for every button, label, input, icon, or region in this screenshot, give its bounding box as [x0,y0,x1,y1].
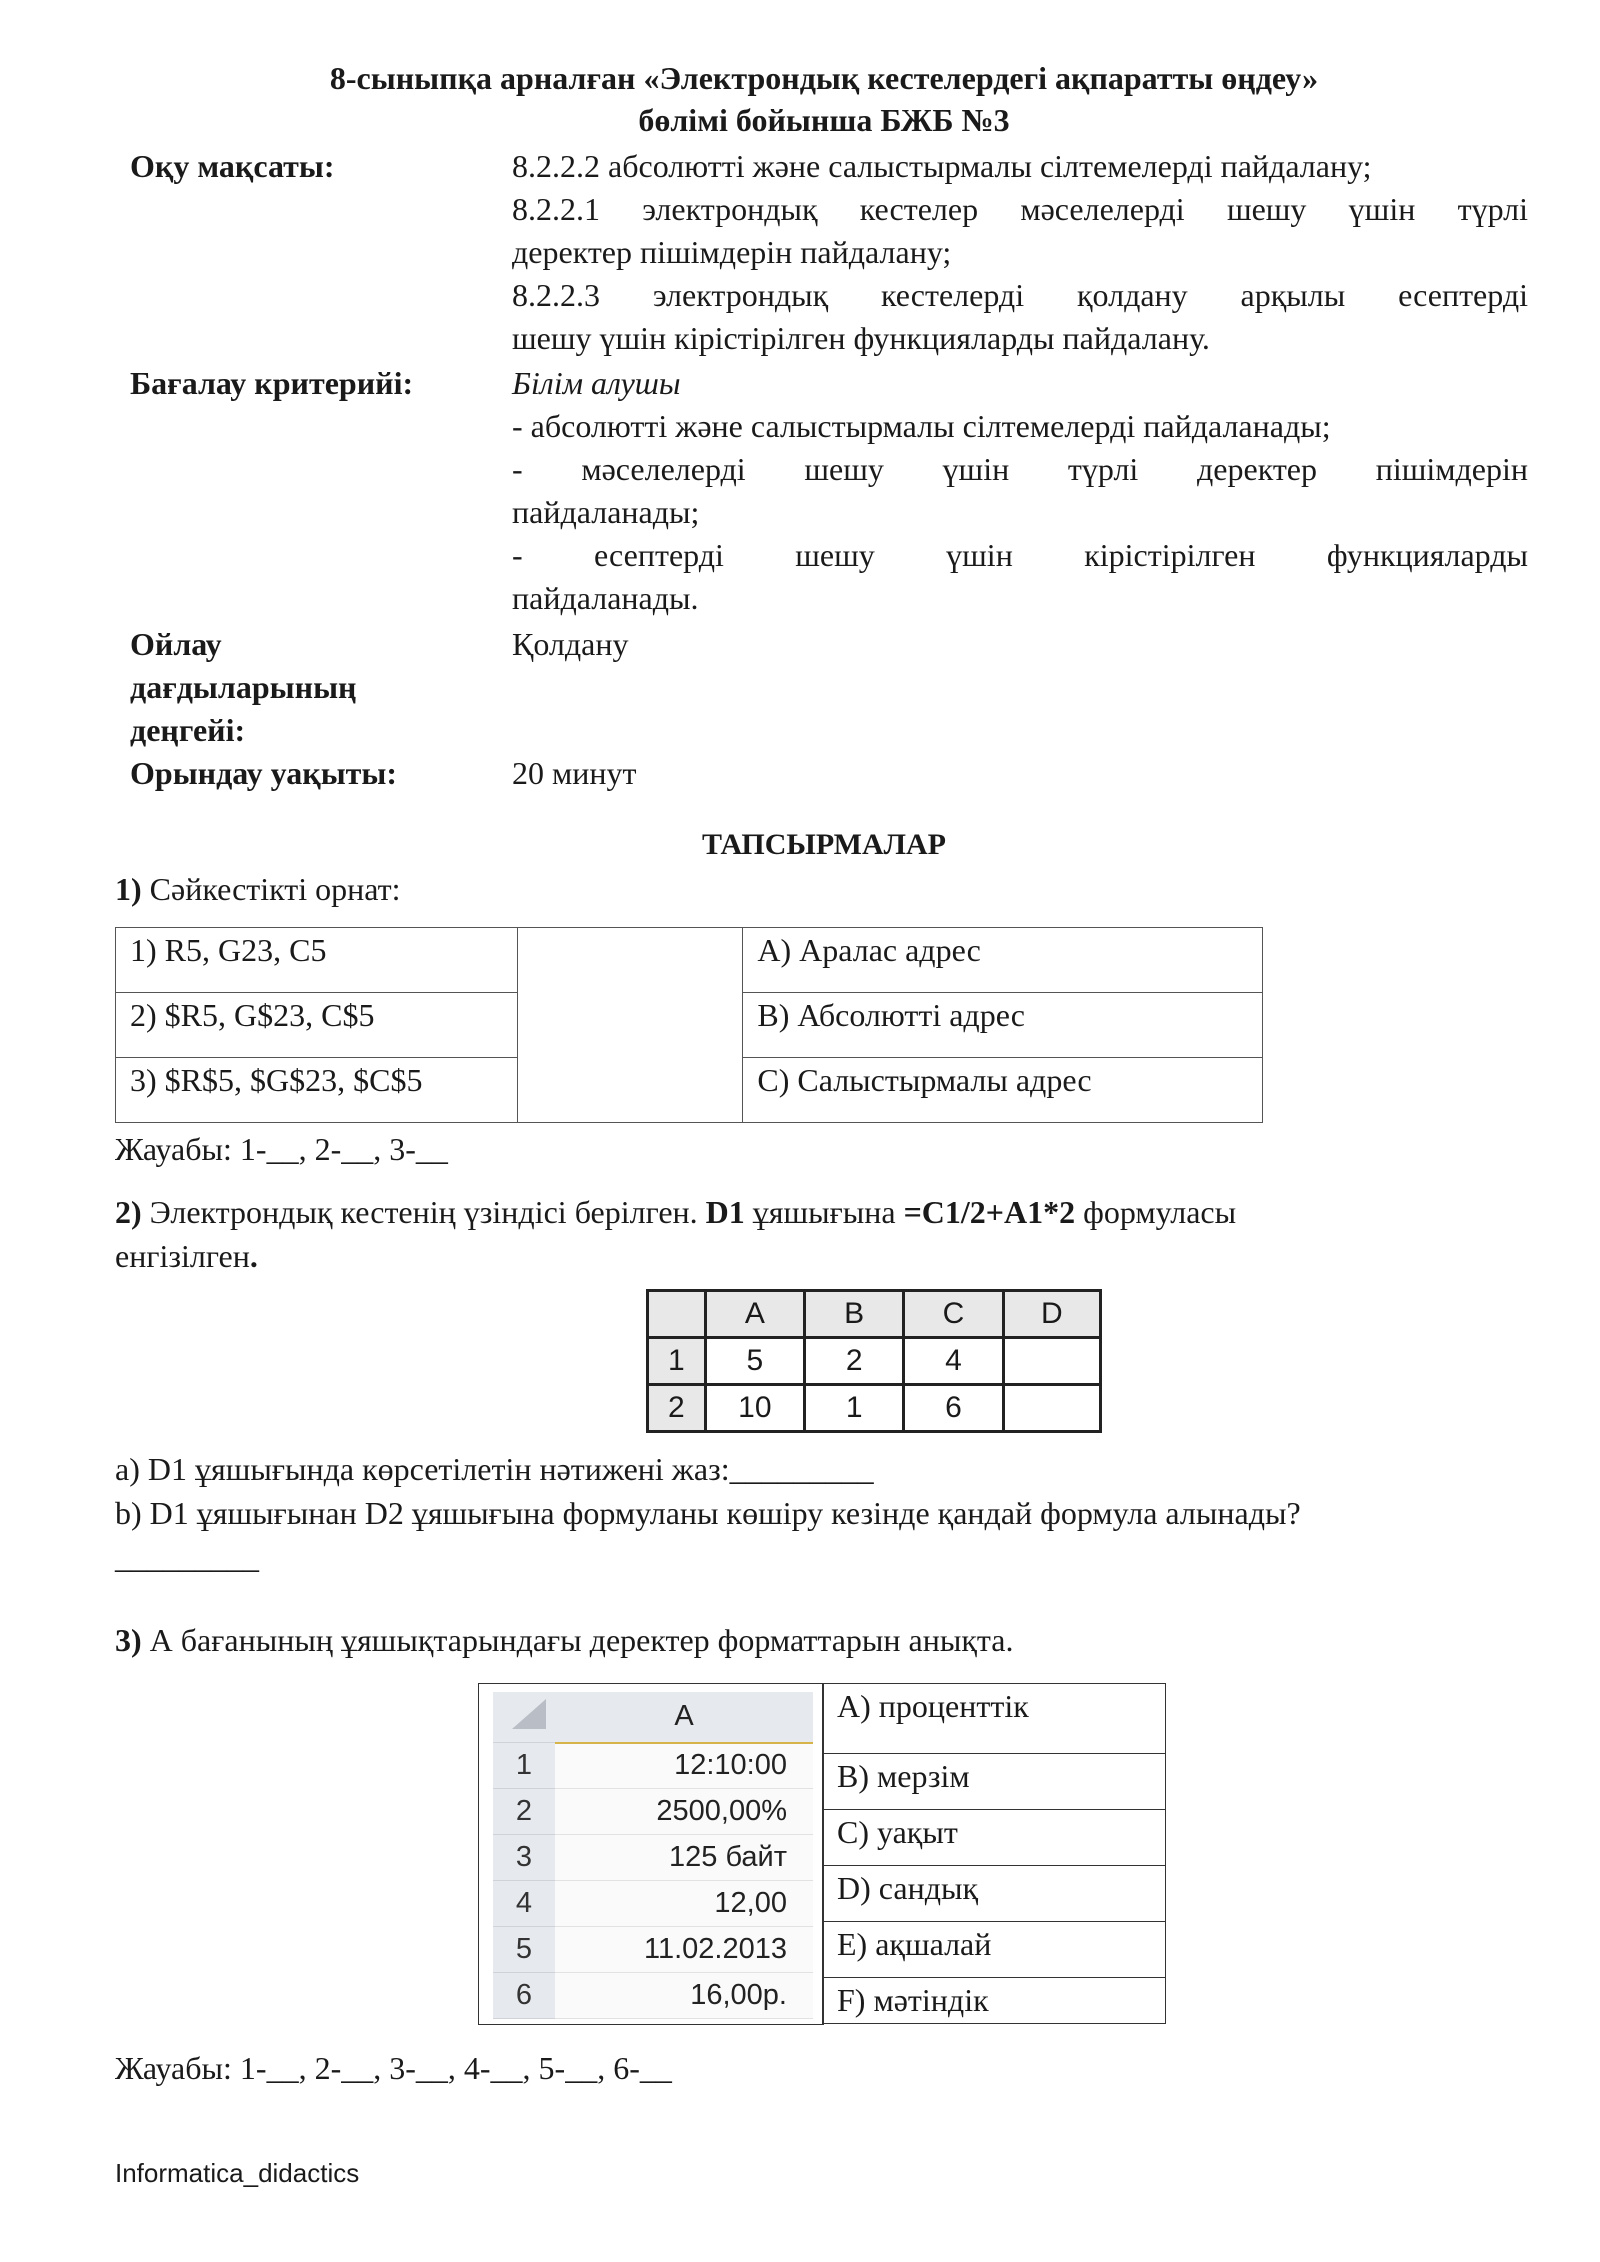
task2-question-b-blank: _________ [115,1539,259,1575]
grid-cell [1003,1338,1100,1385]
task1-text: Сәйкестікті орнат: [149,871,401,907]
goal-line: шешу үшін кірістірілген функцияларды пайдалану. [512,320,1210,356]
time-label: Орындау уақыты: [130,755,398,791]
excel-row-number: 5 [493,1927,555,1973]
grid-cell: 2 [805,1338,904,1385]
time-value: 20 минут [512,755,637,791]
match-right-c: C) Салыстырмалы адрес [743,1058,1263,1123]
match-left-2: 2) $R5, G$23, C$5 [116,993,518,1058]
goal-line: деректер пішімдерін пайдалану; [512,234,952,270]
task3-format-options [822,1683,1166,2024]
grid-row-header: 2 [648,1385,706,1432]
match-right-a: A) Аралас адрес [743,928,1263,993]
grid-cell: 1 [805,1385,904,1432]
format-option: E) ақшалай [823,1922,1166,1978]
grid-row-header: 1 [648,1338,706,1385]
grid-cell [1003,1385,1100,1432]
grid-col-header: B [805,1291,904,1338]
task2-prompt [115,1190,1535,1278]
task1-prompt [115,867,401,911]
format-option: B) мерзім [823,1754,1166,1810]
excel-row-number: 3 [493,1835,555,1881]
doc-title-line1: 8-сыныпқа арналған «Электрондық кестелердегі ақпаратты өңдеу» [329,60,1319,96]
excel-row-number: 1 [493,1743,555,1789]
task3-number: 3) [115,1622,142,1658]
goal-label: Оқу мақсаты: [130,148,335,184]
format-option: D) сандық [823,1866,1166,1922]
skills-value: Қолдану [512,626,629,662]
criteria-text [512,362,1528,620]
task2-text: Электрондық кестенің үзіндісі берілген. [149,1194,698,1230]
task2-question-b: b) D1 ұяшығынан D2 ұяшығына формуланы көшіру кезінде қандай формула алынады? [115,1495,1301,1531]
excel-col-header: A [555,1692,813,1743]
task2-text: ұяшығына [752,1194,896,1230]
goal-text [512,145,1528,360]
task3-excel-screenshot [478,1683,824,2025]
criteria-label: Бағалау критерийі: [130,365,414,401]
grid-cell: 5 [705,1338,804,1385]
excel-row-number: 2 [493,1789,555,1835]
match-right-b: B) Абсолютті адрес [743,993,1263,1058]
format-option: F) мәтіндік [823,1978,1166,2024]
grid-cell: 4 [904,1338,1003,1385]
grid-col-header: C [904,1291,1003,1338]
task1-answer: Жауабы: 1-__, 2-__, 3-__ [115,1131,448,1167]
match-gap-cell [517,928,743,1123]
task1-number: 1) [115,871,142,907]
task2-question-a: a) D1 ұяшығында көрсетілетін нәтижені жаз:_________ [115,1451,874,1487]
format-option: C) уақыт [823,1810,1166,1866]
task2-formula: =C1/2+A1*2 [903,1194,1076,1230]
task2-spreadsheet-grid [646,1289,1102,1433]
excel-cell: 12,00 [555,1881,813,1927]
grid-cell: 6 [904,1385,1003,1432]
goal-line: 8.2.2.3 электрондық кестелерді қолдану арқылы есептерді [512,277,1528,313]
grid-corner [648,1291,706,1338]
grid-col-header: D [1003,1291,1100,1338]
task2-dot: . [249,1238,258,1274]
task3-text: А бағанының ұяшықтарындағы деректер форматтарын анықта. [149,1622,1014,1658]
excel-cell: 12:10:00 [555,1743,813,1789]
excel-cell: 125 байт [555,1835,813,1881]
excel-corner [493,1692,555,1743]
skills-label [130,623,356,752]
task2-number: 2) [115,1194,142,1230]
task2-text: формуласы [1083,1194,1237,1230]
skills-label-line: Ойлау [130,626,222,662]
criteria-line: - есептерді шешу үшін кірістірілген функцияларды [512,537,1528,573]
grid-cell: 10 [705,1385,804,1432]
task3-answer: Жауабы: 1-__, 2-__, 3-__, 4-__, 5-__, 6-__ [115,2050,672,2086]
task3-prompt [115,1618,1013,1662]
excel-cell: 2500,00% [555,1789,813,1835]
task1-match-table [115,927,1263,1123]
criteria-line: - абсолютті және салыстырмалы сілтемелерді пайдаланады; [512,408,1331,444]
excel-row-number: 6 [493,1973,555,2019]
match-left-1: 1) R5, G23, C5 [116,928,518,993]
skills-label-line: дағдыларының [130,669,357,705]
goal-line: 8.2.2.2 абсолютті және салыстырмалы сілтемелерді пайдалану; [512,148,1372,184]
grid-col-header: A [705,1291,804,1338]
task2-text: енгізілген [115,1238,250,1274]
doc-title-line2: бөлімі бойынша БЖБ №3 [638,102,1010,138]
criteria-line: пайдаланады. [512,580,699,616]
excel-row-number: 4 [493,1881,555,1927]
excel-column-a [493,1692,813,2019]
match-left-3: 3) $R$5, $G$23, $C$5 [116,1058,518,1123]
skills-label-line: деңгейі: [130,712,246,748]
excel-cell: 16,00р. [555,1973,813,2019]
select-all-triangle-icon [498,1693,550,1733]
goal-line: 8.2.2.1 электрондық кестелер мәселелерді шешу үшін түрлі [512,191,1528,227]
task2-cell-ref: D1 [705,1194,745,1230]
tasks-heading: ТАПСЫРМАЛАР [702,828,946,861]
format-option: A) проценттік [823,1684,1166,1754]
footer-text: Informatica_didactics [115,2158,360,2188]
excel-cell: 11.02.2013 [555,1927,813,1973]
criteria-intro: Білім алушы [512,365,681,401]
criteria-line: - мәселелерді шешу үшін түрлі деректер пішімдерін [512,451,1528,487]
criteria-line: пайдаланады; [512,494,700,530]
